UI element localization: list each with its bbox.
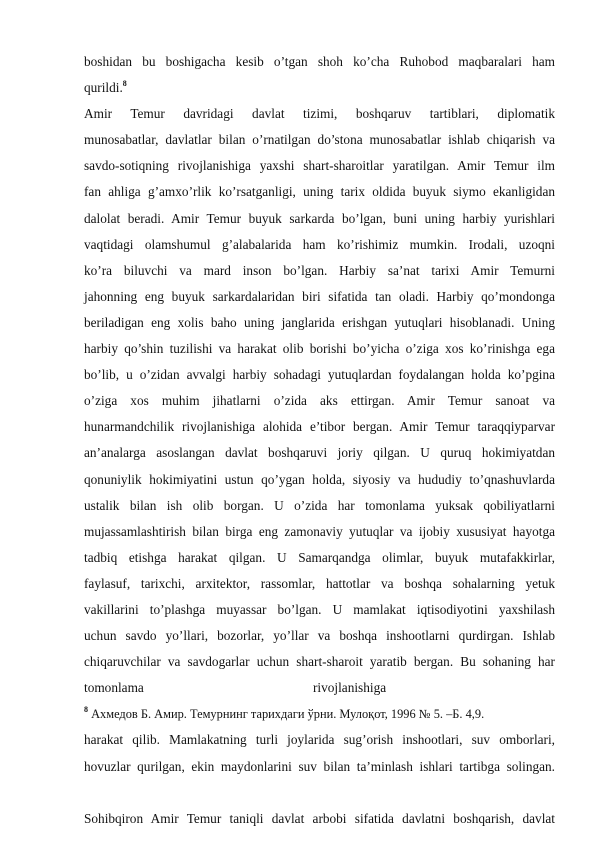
text-line: faylasuf, tarixchi, arxitektor, rassomlar, hattotlar va boshqa sohalarning yetuk — [84, 575, 555, 591]
text-line: an’analarga asoslangan davlat boshqaruvi joriy qilgan. U quruq hokimiyatdan — [84, 445, 555, 461]
text-fragment: rivojlanishiga — [313, 680, 387, 696]
text-line: Sohibqiron Amir Temur taniqli davlat arbobi sifatida davlatni boshqarish, davlat — [84, 810, 555, 826]
text-line: ko’ra biluvchi va mard inson bo’lgan. Harbiy sa’nat tarixi Amir Temurni — [84, 262, 555, 278]
text-line: munosabatlar, davlatlar bilan o’rnatilgan do’stona munosabatlar ishlab chiqarish va — [84, 132, 555, 148]
text-line: hunarmandchilik rivojlanishiga alohida e’tibor bergan. Amir Temur taraqqiyparvar — [84, 419, 555, 435]
text-line: bo’lib, u o’zidan avvalgi harbiy sohadagi yutuqlardan foydalangan holda ko’pgina — [84, 367, 555, 383]
text-fragment: tomonlama — [84, 680, 144, 696]
text-line: uchun savdo yo’llari, bozorlar, yo’llar va boshqa inshootlarni qurdirgan. Ishlab — [84, 628, 555, 644]
footnote-number: 8 — [84, 705, 88, 715]
text-line: harakat qilib. Mamlakatning turli joylarida sug’orish inshootlari, suv omborlari, — [84, 732, 555, 748]
text-line: chiqaruvchilar va savdogarlar uchun shart-sharoit yaratib bergan. Bu sohaning har — [84, 654, 555, 670]
text-line: tadbiq etishga harakat qilgan. U Samarqandga olimlar, buyuk mutafakkirlar, — [84, 549, 555, 565]
text-line: fan ahliga g’amxo’rlik ko’rsatganligi, uning tarix oldida buyuk siymo ekanligidan — [84, 184, 555, 200]
footnote — [84, 701, 555, 727]
paragraph-gap — [84, 780, 555, 806]
text-line: Amir Temur davridagi davlat tizimi, boshqaruv tartiblari, diplomatik — [84, 106, 555, 122]
text-line: savdo-sotiqning rivojlanishiga yaxshi shart-sharoitlar yaratilgan. Amir Temur ilm — [84, 158, 555, 174]
text-line: qonuniylik hokimiyatini ustun qo’ygan holda, siyosiy va hududiy to’qnashuvlarda — [84, 471, 555, 487]
text-line — [84, 75, 555, 101]
text-line: boshidan bu boshigacha kesib o’tgan shoh ko’cha Ruhobod maqbaralari ham — [84, 54, 555, 69]
footnote-text: Ахмедов Б. Амир. Темурнинг тарихдаги ўрни. Мулоқот, 1996 № 5. –Б. 4,9. — [88, 707, 485, 722]
text-fragment: qurildi. — [84, 80, 123, 96]
text-line: vaqtidagi olamshumul g’alabalarida ham ko’rishimiz mumkin. Irodali, uzoqni — [84, 236, 555, 252]
text-line — [84, 675, 555, 701]
footnote-reference[interactable]: 8 — [122, 79, 127, 89]
text-line: o’ziga xos muhim jihatlarni o’zida aks ettirgan. Amir Temur sanoat va — [84, 393, 555, 409]
text-line: dalolat beradi. Amir Temur buyuk sarkarda bo’lgan, buni uning harbiy yurishlari — [84, 210, 555, 226]
document-page — [84, 49, 555, 832]
text-line: ustalik bilan ish olib borgan. U o’zida har tomonlama yuksak qobiliyatlarni — [84, 497, 555, 513]
text-line: hovuzlar qurilgan, ekin maydonlarini suv bilan ta’minlash ishlari tartibga solingan. — [84, 758, 555, 774]
text-line: mujassamlashtirish bilan birga eng zamonaviy yutuqlar va ijobiy xususiyat hayotga — [84, 523, 555, 539]
text-line: vakillarini to’plashga muyassar bo’lgan. U mamlakat iqtisodiyotini yaxshilash — [84, 601, 555, 617]
text-line: jahonning eng buyuk sarkardalaridan biri sifatida tan oladi. Harbiy qo’mondonga — [84, 288, 555, 304]
text-line: beriladigan eng xolis baho uning janglarida erishgan yutuqlari hisoblanadi. Uning — [84, 314, 555, 330]
text-line: harbiy qo’shin tuzilishi va harakat olib borishi bo’yicha o’ziga xos ko’rinishga ega — [84, 341, 555, 357]
